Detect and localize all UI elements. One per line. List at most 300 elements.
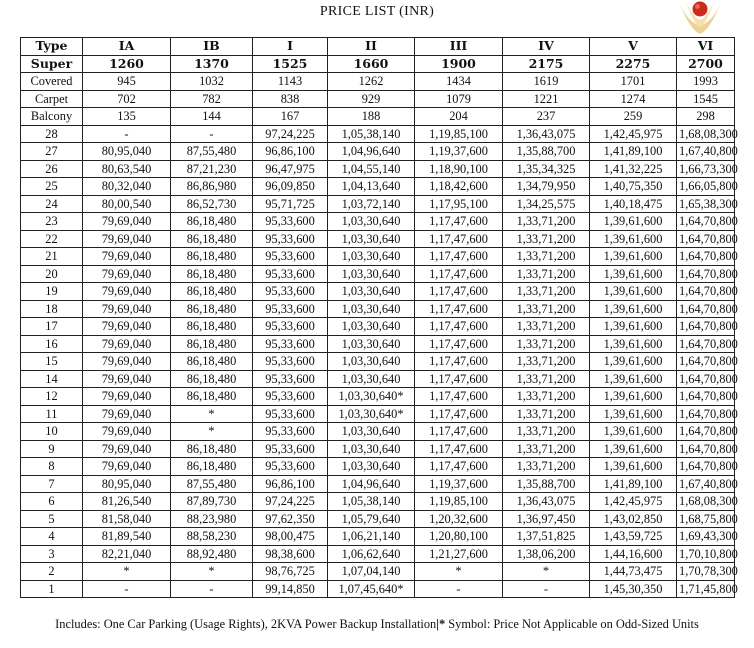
table-cell: 79,69,040 xyxy=(83,440,171,458)
table-cell: 79,69,040 xyxy=(83,283,171,301)
table-cell: 1,17,47,600 xyxy=(415,388,503,406)
table-cell: 1,70,78,300 xyxy=(677,563,735,581)
price-row xyxy=(21,423,735,441)
price-row xyxy=(21,370,735,388)
price-row xyxy=(21,475,735,493)
table-cell: 1,05,79,640 xyxy=(328,510,415,528)
table-cell: 86,18,480 xyxy=(171,353,253,371)
table-cell: 1,33,71,200 xyxy=(503,248,590,266)
table-cell: 188 xyxy=(328,108,415,126)
table-cell: I xyxy=(253,38,328,56)
table-cell: 1370 xyxy=(171,55,253,73)
table-cell: 1,42,45,975 xyxy=(590,125,677,143)
table-cell: 1,17,95,100 xyxy=(415,195,503,213)
table-cell: 81,89,540 xyxy=(83,528,171,546)
price-row xyxy=(21,563,735,581)
table-cell: 1,64,70,800 xyxy=(677,423,735,441)
table-cell: 1,03,30,640 xyxy=(328,213,415,231)
table-cell: 86,18,480 xyxy=(171,300,253,318)
table-cell: 1,39,61,600 xyxy=(590,458,677,476)
table-cell: 1,17,47,600 xyxy=(415,318,503,336)
table-cell: 1,40,18,475 xyxy=(590,195,677,213)
table-cell: 1,33,71,200 xyxy=(503,335,590,353)
table-cell: 1,03,30,640* xyxy=(328,388,415,406)
table-cell: 88,92,480 xyxy=(171,545,253,563)
table-cell: 1,42,45,975 xyxy=(590,493,677,511)
table-cell: 80,32,040 xyxy=(83,178,171,196)
table-cell: 98,38,600 xyxy=(253,545,328,563)
table-cell: IA xyxy=(83,38,171,56)
row-label-cell: 18 xyxy=(21,300,83,318)
table-cell: 79,69,040 xyxy=(83,213,171,231)
table-cell: 1,33,71,200 xyxy=(503,370,590,388)
table-cell: 1,03,30,640 xyxy=(328,248,415,266)
table-cell: 98,00,475 xyxy=(253,528,328,546)
table-cell: 79,69,040 xyxy=(83,423,171,441)
price-row xyxy=(21,353,735,371)
row-label-cell: 10 xyxy=(21,423,83,441)
table-cell: 2700 xyxy=(677,55,735,73)
table-cell: 95,33,600 xyxy=(253,388,328,406)
price-row xyxy=(21,248,735,266)
table-cell: 81,58,040 xyxy=(83,510,171,528)
price-row xyxy=(21,178,735,196)
table-cell: 1,04,13,640 xyxy=(328,178,415,196)
table-cell: 1,21,27,600 xyxy=(415,545,503,563)
table-cell: 1,17,47,600 xyxy=(415,213,503,231)
footnote-separator: |* xyxy=(436,617,446,631)
table-cell: 1,35,88,700 xyxy=(503,475,590,493)
table-cell: 144 xyxy=(171,108,253,126)
table-cell: - xyxy=(171,125,253,143)
table-cell: 80,95,040 xyxy=(83,475,171,493)
table-cell: 2275 xyxy=(590,55,677,73)
table-cell: 1,03,30,640* xyxy=(328,405,415,423)
table-cell: 95,71,725 xyxy=(253,195,328,213)
table-cell: 1434 xyxy=(415,73,503,91)
table-cell: 259 xyxy=(590,108,677,126)
table-cell: 96,86,100 xyxy=(253,143,328,161)
table-cell: 1,39,61,600 xyxy=(590,335,677,353)
table-cell: 1,33,71,200 xyxy=(503,283,590,301)
table-cell: 95,33,600 xyxy=(253,300,328,318)
table-cell: 1,64,70,800 xyxy=(677,335,735,353)
table-cell: 86,18,480 xyxy=(171,335,253,353)
table-cell: 79,69,040 xyxy=(83,353,171,371)
price-row xyxy=(21,318,735,336)
table-cell: 1,03,30,640 xyxy=(328,265,415,283)
footnote-inclusions: Includes: One Car Parking (Usage Rights), 2KVA Power Backup Installation xyxy=(55,617,437,631)
table-cell: 1,19,37,600 xyxy=(415,143,503,161)
table-cell: 945 xyxy=(83,73,171,91)
price-row xyxy=(21,335,735,353)
price-row xyxy=(21,230,735,248)
table-cell: 1,06,62,640 xyxy=(328,545,415,563)
table-cell: 1,39,61,600 xyxy=(590,440,677,458)
table-cell: 838 xyxy=(253,90,328,108)
table-cell: 1,39,61,600 xyxy=(590,283,677,301)
table-cell: 1,39,61,600 xyxy=(590,353,677,371)
table-cell: 1,03,30,640 xyxy=(328,370,415,388)
area-row xyxy=(21,73,735,91)
table-cell: 95,33,600 xyxy=(253,423,328,441)
table-cell: 1,35,34,325 xyxy=(503,160,590,178)
table-cell: 1,07,04,140 xyxy=(328,563,415,581)
price-row xyxy=(21,580,735,598)
table-cell: 1,03,30,640 xyxy=(328,353,415,371)
price-row xyxy=(21,213,735,231)
row-label-cell: 19 xyxy=(21,283,83,301)
table-cell: 88,58,230 xyxy=(171,528,253,546)
footnote xyxy=(0,617,754,632)
table-cell: 1,39,61,600 xyxy=(590,230,677,248)
table-cell: * xyxy=(415,563,503,581)
table-cell: 1,17,47,600 xyxy=(415,283,503,301)
table-cell: 80,63,540 xyxy=(83,160,171,178)
table-cell: 97,24,225 xyxy=(253,125,328,143)
table-cell: 1032 xyxy=(171,73,253,91)
table-cell: 1,17,47,600 xyxy=(415,423,503,441)
table-cell: 1,05,38,140 xyxy=(328,493,415,511)
table-cell: 1,06,21,140 xyxy=(328,528,415,546)
table-cell: 1900 xyxy=(415,55,503,73)
table-cell: 1,03,30,640 xyxy=(328,335,415,353)
table-cell: 1,33,71,200 xyxy=(503,318,590,336)
table-cell: 929 xyxy=(328,90,415,108)
table-cell: 79,69,040 xyxy=(83,265,171,283)
table-cell: 1,64,70,800 xyxy=(677,283,735,301)
table-cell: - xyxy=(83,125,171,143)
table-cell: 95,33,600 xyxy=(253,283,328,301)
table-cell: 1,64,70,800 xyxy=(677,265,735,283)
row-label-cell: 9 xyxy=(21,440,83,458)
table-cell: 1,70,10,800 xyxy=(677,545,735,563)
table-cell: 79,69,040 xyxy=(83,318,171,336)
table-cell: 95,33,600 xyxy=(253,213,328,231)
table-cell: 97,62,350 xyxy=(253,510,328,528)
table-cell: 1,18,90,100 xyxy=(415,160,503,178)
table-cell: 98,76,725 xyxy=(253,563,328,581)
table-cell: 1,33,71,200 xyxy=(503,388,590,406)
price-row xyxy=(21,458,735,476)
table-cell: II xyxy=(328,38,415,56)
table-cell: 1,33,71,200 xyxy=(503,300,590,318)
table-cell: 1,17,47,600 xyxy=(415,370,503,388)
table-cell: IV xyxy=(503,38,590,56)
row-label-cell: 16 xyxy=(21,335,83,353)
table-cell: 1,17,47,600 xyxy=(415,405,503,423)
table-cell: 1,34,25,575 xyxy=(503,195,590,213)
table-cell: 1,19,85,100 xyxy=(415,493,503,511)
area-row xyxy=(21,90,735,108)
price-row xyxy=(21,545,735,563)
table-cell: 1,34,79,950 xyxy=(503,178,590,196)
table-cell: 1,68,08,300 xyxy=(677,493,735,511)
table-cell: 95,33,600 xyxy=(253,440,328,458)
table-cell: 79,69,040 xyxy=(83,230,171,248)
price-row xyxy=(21,528,735,546)
table-cell: 1,03,30,640 xyxy=(328,423,415,441)
table-cell: 1,19,85,100 xyxy=(415,125,503,143)
table-cell: 1,33,71,200 xyxy=(503,458,590,476)
table-cell: 86,18,480 xyxy=(171,230,253,248)
row-label-cell: Super xyxy=(21,55,83,73)
table-cell: 1,64,70,800 xyxy=(677,370,735,388)
row-label-cell: 28 xyxy=(21,125,83,143)
table-cell: 1,39,61,600 xyxy=(590,370,677,388)
table-cell: 1,44,73,475 xyxy=(590,563,677,581)
table-cell: 1,04,96,640 xyxy=(328,143,415,161)
row-label-cell: 14 xyxy=(21,370,83,388)
table-cell: 1,03,30,640 xyxy=(328,440,415,458)
table-cell: 1,37,51,825 xyxy=(503,528,590,546)
table-cell: 99,14,850 xyxy=(253,580,328,598)
table-cell: 87,55,480 xyxy=(171,475,253,493)
table-cell: 1,03,30,640 xyxy=(328,230,415,248)
row-label-cell: 7 xyxy=(21,475,83,493)
table-cell: - xyxy=(503,580,590,598)
row-label-cell: Carpet xyxy=(21,90,83,108)
table-cell: 1,39,61,600 xyxy=(590,300,677,318)
table-cell: * xyxy=(83,563,171,581)
table-cell: 1,17,47,600 xyxy=(415,458,503,476)
price-row xyxy=(21,160,735,178)
row-label-cell: 5 xyxy=(21,510,83,528)
table-cell: 1,05,38,140 xyxy=(328,125,415,143)
price-row xyxy=(21,283,735,301)
table-cell: 1,39,61,600 xyxy=(590,318,677,336)
table-cell: 1,36,97,450 xyxy=(503,510,590,528)
table-cell: 79,69,040 xyxy=(83,300,171,318)
table-cell: 1,33,71,200 xyxy=(503,353,590,371)
table-cell: 79,69,040 xyxy=(83,405,171,423)
row-label-cell: 27 xyxy=(21,143,83,161)
table-cell: 1,18,42,600 xyxy=(415,178,503,196)
table-cell: 204 xyxy=(415,108,503,126)
table-cell: 1,69,43,300 xyxy=(677,528,735,546)
table-cell: - xyxy=(83,580,171,598)
table-cell: 1,64,70,800 xyxy=(677,230,735,248)
table-cell: 1,17,47,600 xyxy=(415,440,503,458)
table-cell: 782 xyxy=(171,90,253,108)
table-cell: 1,33,71,200 xyxy=(503,265,590,283)
table-cell: 1,39,61,600 xyxy=(590,248,677,266)
table-cell: 86,52,730 xyxy=(171,195,253,213)
table-cell: * xyxy=(171,423,253,441)
table-cell: 2175 xyxy=(503,55,590,73)
row-label-cell: 1 xyxy=(21,580,83,598)
table-cell: 95,33,600 xyxy=(253,248,328,266)
table-cell: 1,20,80,100 xyxy=(415,528,503,546)
table-cell: 167 xyxy=(253,108,328,126)
table-cell: 95,33,600 xyxy=(253,335,328,353)
table-cell: III xyxy=(415,38,503,56)
row-label-cell: 22 xyxy=(21,230,83,248)
table-cell: 1619 xyxy=(503,73,590,91)
table-cell: 1,64,70,800 xyxy=(677,213,735,231)
row-label-cell: 17 xyxy=(21,318,83,336)
row-label-cell: Balcony xyxy=(21,108,83,126)
table-cell: 1,66,73,300 xyxy=(677,160,735,178)
table-cell: 87,21,230 xyxy=(171,160,253,178)
row-label-cell: 26 xyxy=(21,160,83,178)
row-label-cell: 15 xyxy=(21,353,83,371)
table-cell: 86,18,480 xyxy=(171,283,253,301)
table-cell: 86,18,480 xyxy=(171,388,253,406)
row-label-cell: 23 xyxy=(21,213,83,231)
table-cell: 1,65,38,300 xyxy=(677,195,735,213)
table-cell: 1525 xyxy=(253,55,328,73)
table-cell: 1701 xyxy=(590,73,677,91)
header-row xyxy=(21,38,735,56)
table-cell: 1,45,30,350 xyxy=(590,580,677,598)
table-cell: 1,68,08,300 xyxy=(677,125,735,143)
price-row xyxy=(21,388,735,406)
table-cell: 1,39,61,600 xyxy=(590,213,677,231)
table-cell: 79,69,040 xyxy=(83,458,171,476)
row-label-cell: 3 xyxy=(21,545,83,563)
flame-logo-icon xyxy=(676,0,724,36)
table-cell: 1993 xyxy=(677,73,735,91)
table-cell: 1,03,30,640 xyxy=(328,458,415,476)
table-cell: 1,43,02,850 xyxy=(590,510,677,528)
table-cell: 1,20,32,600 xyxy=(415,510,503,528)
price-row xyxy=(21,493,735,511)
table-cell: 1,03,30,640 xyxy=(328,283,415,301)
table-cell: 86,18,480 xyxy=(171,370,253,388)
table-cell: 82,21,040 xyxy=(83,545,171,563)
table-cell: 86,18,480 xyxy=(171,265,253,283)
table-cell: 95,33,600 xyxy=(253,405,328,423)
table-cell: - xyxy=(415,580,503,598)
table-cell: 1143 xyxy=(253,73,328,91)
table-cell: 86,18,480 xyxy=(171,440,253,458)
table-cell: * xyxy=(171,405,253,423)
table-cell: 97,24,225 xyxy=(253,493,328,511)
table-cell: 1,17,47,600 xyxy=(415,230,503,248)
table-cell: 1,71,45,800 xyxy=(677,580,735,598)
table-cell: 87,89,730 xyxy=(171,493,253,511)
table-cell: 1,64,70,800 xyxy=(677,388,735,406)
price-row xyxy=(21,440,735,458)
row-label-cell: 25 xyxy=(21,178,83,196)
table-cell: 86,18,480 xyxy=(171,318,253,336)
table-cell: 1,40,75,350 xyxy=(590,178,677,196)
row-label-cell: 6 xyxy=(21,493,83,511)
table-cell: 1,39,61,600 xyxy=(590,265,677,283)
table-cell: 1,41,32,225 xyxy=(590,160,677,178)
table-cell: 1,41,89,100 xyxy=(590,475,677,493)
table-cell: 88,23,980 xyxy=(171,510,253,528)
table-cell: 80,00,540 xyxy=(83,195,171,213)
table-cell: 1,36,43,075 xyxy=(503,493,590,511)
table-cell: 1,17,47,600 xyxy=(415,265,503,283)
row-label-cell: 12 xyxy=(21,388,83,406)
price-row xyxy=(21,143,735,161)
table-cell: 1,17,47,600 xyxy=(415,353,503,371)
table-cell: 1,33,71,200 xyxy=(503,440,590,458)
table-cell: 95,33,600 xyxy=(253,353,328,371)
table-cell: 1,36,43,075 xyxy=(503,125,590,143)
table-cell: 87,55,480 xyxy=(171,143,253,161)
row-label-cell: Covered xyxy=(21,73,83,91)
row-label-cell: 2 xyxy=(21,563,83,581)
table-cell: 1,03,30,640 xyxy=(328,300,415,318)
table-cell: 86,18,480 xyxy=(171,458,253,476)
table-cell: 1,44,16,600 xyxy=(590,545,677,563)
table-cell: 1,43,59,725 xyxy=(590,528,677,546)
table-cell: 79,69,040 xyxy=(83,370,171,388)
table-cell: 1,67,40,800 xyxy=(677,475,735,493)
table-cell: 1660 xyxy=(328,55,415,73)
table-cell: 1,33,71,200 xyxy=(503,230,590,248)
table-cell: 298 xyxy=(677,108,735,126)
table-cell: 1,04,55,140 xyxy=(328,160,415,178)
table-cell: 1,33,71,200 xyxy=(503,423,590,441)
row-label-cell: 8 xyxy=(21,458,83,476)
table-cell: V xyxy=(590,38,677,56)
table-cell: 96,86,100 xyxy=(253,475,328,493)
table-cell: * xyxy=(171,563,253,581)
table-cell: 86,18,480 xyxy=(171,248,253,266)
table-cell: * xyxy=(503,563,590,581)
table-cell: 95,33,600 xyxy=(253,370,328,388)
header-row xyxy=(21,55,735,73)
table-cell: 1,17,47,600 xyxy=(415,248,503,266)
table-cell: 79,69,040 xyxy=(83,335,171,353)
table-cell: 1,04,96,640 xyxy=(328,475,415,493)
row-label-cell: Type xyxy=(21,38,83,56)
table-cell: 1,64,70,800 xyxy=(677,300,735,318)
price-table xyxy=(20,37,738,598)
price-row xyxy=(21,265,735,283)
table-cell: 237 xyxy=(503,108,590,126)
table-cell: 1,03,72,140 xyxy=(328,195,415,213)
price-row xyxy=(21,405,735,423)
table-cell: 1,64,70,800 xyxy=(677,248,735,266)
table-cell: 1,07,45,640* xyxy=(328,580,415,598)
table-cell: 95,33,600 xyxy=(253,458,328,476)
page-title: PRICE LIST (INR) xyxy=(319,4,435,19)
table-cell: 1,67,40,800 xyxy=(677,143,735,161)
footnote-symbol-note: Symbol: Price Not Applicable on Odd-Sized Units xyxy=(445,617,699,631)
table-cell: 79,69,040 xyxy=(83,388,171,406)
table-cell: 1,41,89,100 xyxy=(590,143,677,161)
area-row xyxy=(21,108,735,126)
table-cell: 1,35,88,700 xyxy=(503,143,590,161)
price-row xyxy=(21,300,735,318)
row-label-cell: 4 xyxy=(21,528,83,546)
table-cell: 1,03,30,640 xyxy=(328,318,415,336)
table-cell: 1,66,05,800 xyxy=(677,178,735,196)
table-cell: 1,38,06,200 xyxy=(503,545,590,563)
table-cell: 1,17,47,600 xyxy=(415,300,503,318)
row-label-cell: 24 xyxy=(21,195,83,213)
table-cell: 1221 xyxy=(503,90,590,108)
table-cell: 95,33,600 xyxy=(253,265,328,283)
row-label-cell: 21 xyxy=(21,248,83,266)
table-cell: 1,64,70,800 xyxy=(677,458,735,476)
table-cell: 1,39,61,600 xyxy=(590,405,677,423)
table-cell: 86,86,980 xyxy=(171,178,253,196)
row-label-cell: 20 xyxy=(21,265,83,283)
table-cell: VI xyxy=(677,38,735,56)
table-cell: 1,39,61,600 xyxy=(590,423,677,441)
price-row xyxy=(21,195,735,213)
table-cell: 1079 xyxy=(415,90,503,108)
table-cell: 79,69,040 xyxy=(83,248,171,266)
table-cell: 702 xyxy=(83,90,171,108)
